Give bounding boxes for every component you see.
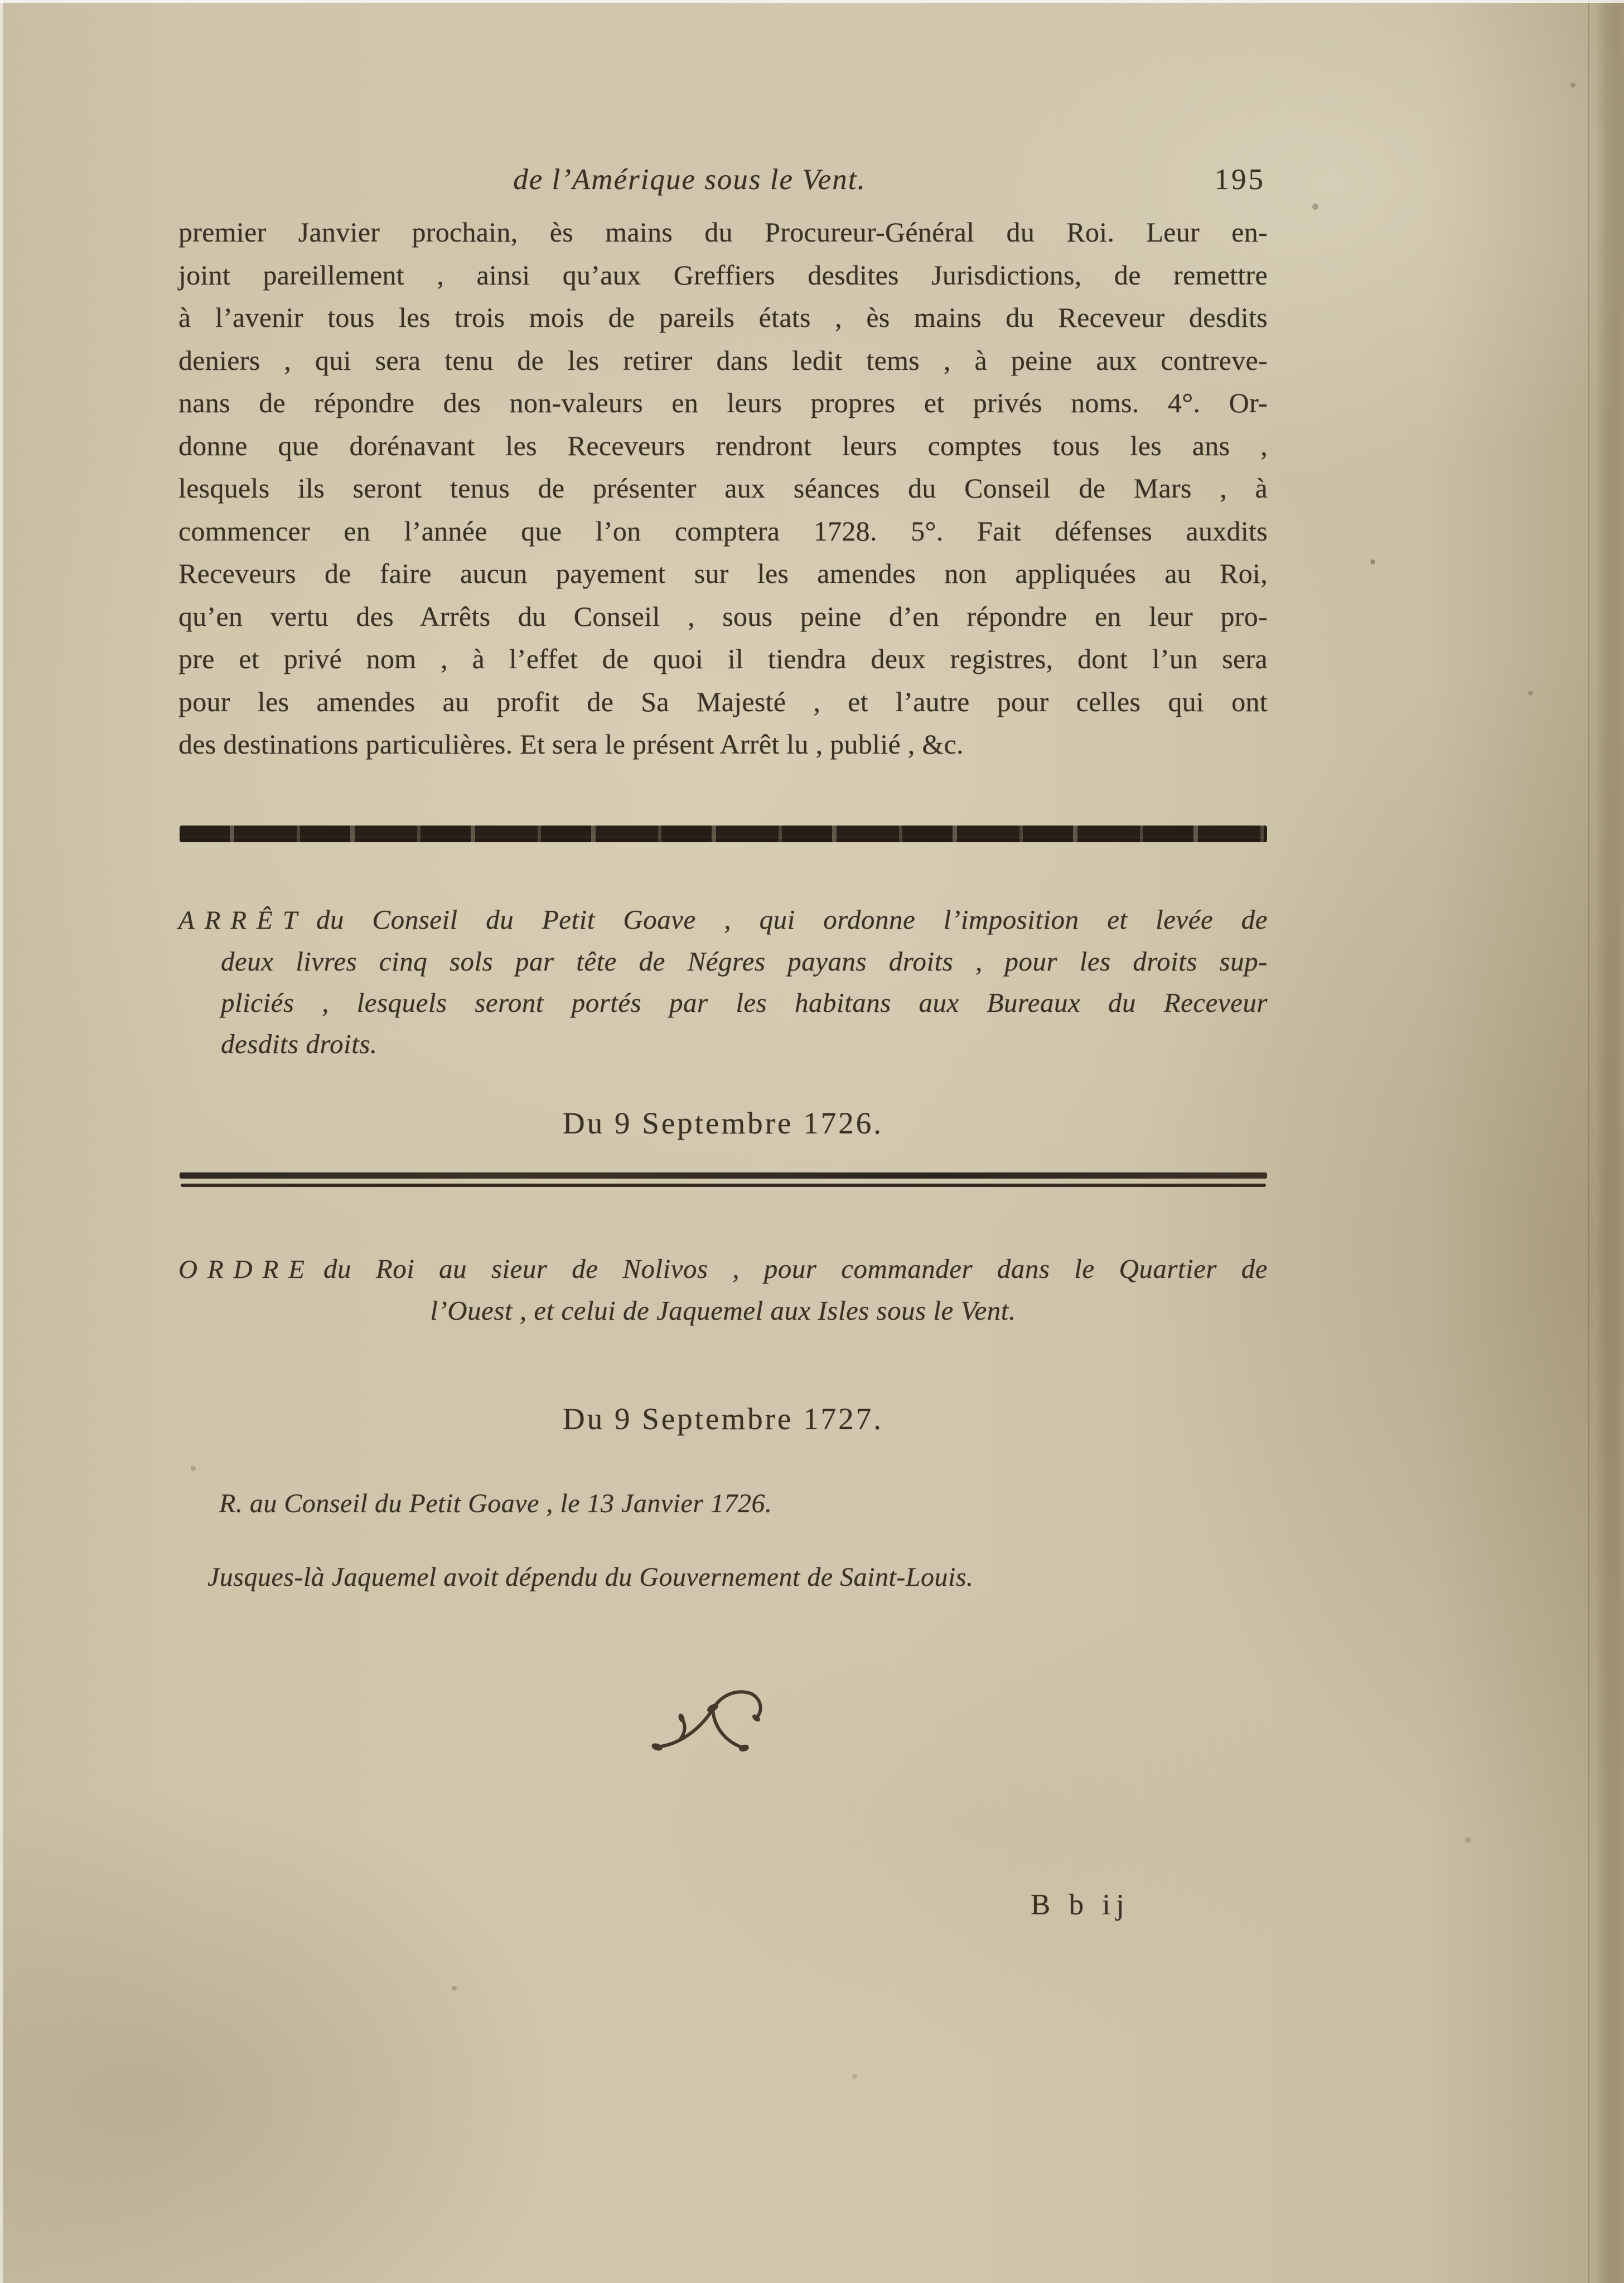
ordre-summary-section	[178, 1248, 1268, 1331]
body-line: commencer en l’année que l’on comptera 1728. 5°. Fait défenses auxdits	[178, 515, 1268, 547]
double-divider-rule	[180, 1172, 1267, 1187]
section-lead-word: ORDRE	[178, 1255, 315, 1284]
running-header	[178, 163, 1268, 202]
body-line: joint pareillement , ainsi qu’aux Greffiers desdites Jurisdictions, de remettre	[178, 259, 1268, 291]
body-line: pre et privé nom , à l’effet de quoi il tiendra deux registres, dont l’un sera	[178, 643, 1268, 674]
section-line	[178, 1248, 1268, 1290]
section-line	[178, 899, 1268, 941]
signature-mark: B b ij	[1031, 1889, 1130, 1921]
paper-specks	[0, 0, 3, 3]
historical-note: Jusques-là Jaquemel avoit dépendu du Gouvernement de Saint-Louis.	[207, 1562, 974, 1592]
fleuron-ornament-icon	[647, 1673, 775, 1763]
body-line: qu’en vertu des Arrêts du Conseil , sous peine d’en répondre en leur pro-	[178, 600, 1268, 632]
page-edge-line	[1588, 0, 1589, 2283]
body-line: Receveurs de faire aucun payement sur les amendes non appliquées au Roi,	[178, 558, 1268, 589]
arret-summary-section	[178, 899, 1268, 1065]
date-line-1726: Du 9 Septembre 1726.	[563, 1106, 883, 1140]
body-line: pour les amendes au profit de Sa Majesté , et l’autre pour celles qui ont	[178, 686, 1268, 717]
section-line: desdits droits.	[221, 1029, 378, 1059]
section-line: pliciés , lesquels seront portés par les habitans aux Bureaux du Receveur	[221, 987, 1268, 1018]
registration-note: R. au Conseil du Petit Goave , le 13 Janvier 1726.	[219, 1489, 772, 1518]
body-line: nans de répondre des non-valeurs en leurs propres et privés noms. 4°. Or-	[178, 387, 1268, 418]
body-line: deniers , qui sera tenu de les retirer dans ledit tems , à peine aux contreve-	[178, 344, 1268, 376]
section-line: l’Ouest , et celui de Jaquemel aux Isles sous le Vent.	[430, 1295, 1016, 1326]
body-line: des destinations particulières. Et sera le présent Arrêt lu , publié , &c.	[178, 728, 964, 760]
section-line: deux livres cinq sols par tête de Négres payans droits , pour les droits sup-	[221, 946, 1268, 977]
page-edge-shadow	[1595, 0, 1624, 2283]
section-line-text: du Roi au sieur de Nolivos , pour commander dans le Quartier de	[323, 1253, 1268, 1284]
page-number: 195	[1214, 163, 1265, 196]
scan-edge-top	[0, 0, 1624, 3]
running-title: de l’Amérique sous le Vent.	[513, 163, 866, 196]
section-line-text: du Conseil du Petit Goave , qui ordonne l’imposition et levée de	[316, 904, 1268, 935]
body-line: lesquels ils seront tenus de présenter aux séances du Conseil de Mars , à	[178, 472, 1268, 504]
body-paragraph	[178, 211, 1268, 766]
body-line: premier Janvier prochain, ès mains du Procureur-Général du Roi. Leur en-	[178, 216, 1268, 248]
thick-divider-rule	[180, 826, 1267, 842]
date-line-1727: Du 9 Septembre 1727.	[563, 1402, 883, 1436]
scan-edge-left	[0, 0, 3, 2283]
body-line: à l’avenir tous les trois mois de pareils états , ès mains du Receveur desdits	[178, 302, 1268, 333]
section-lead-word: ARRÊT	[178, 906, 307, 935]
body-line: donne que dorénavant les Receveurs rendront leurs comptes tous les ans ,	[178, 429, 1268, 461]
